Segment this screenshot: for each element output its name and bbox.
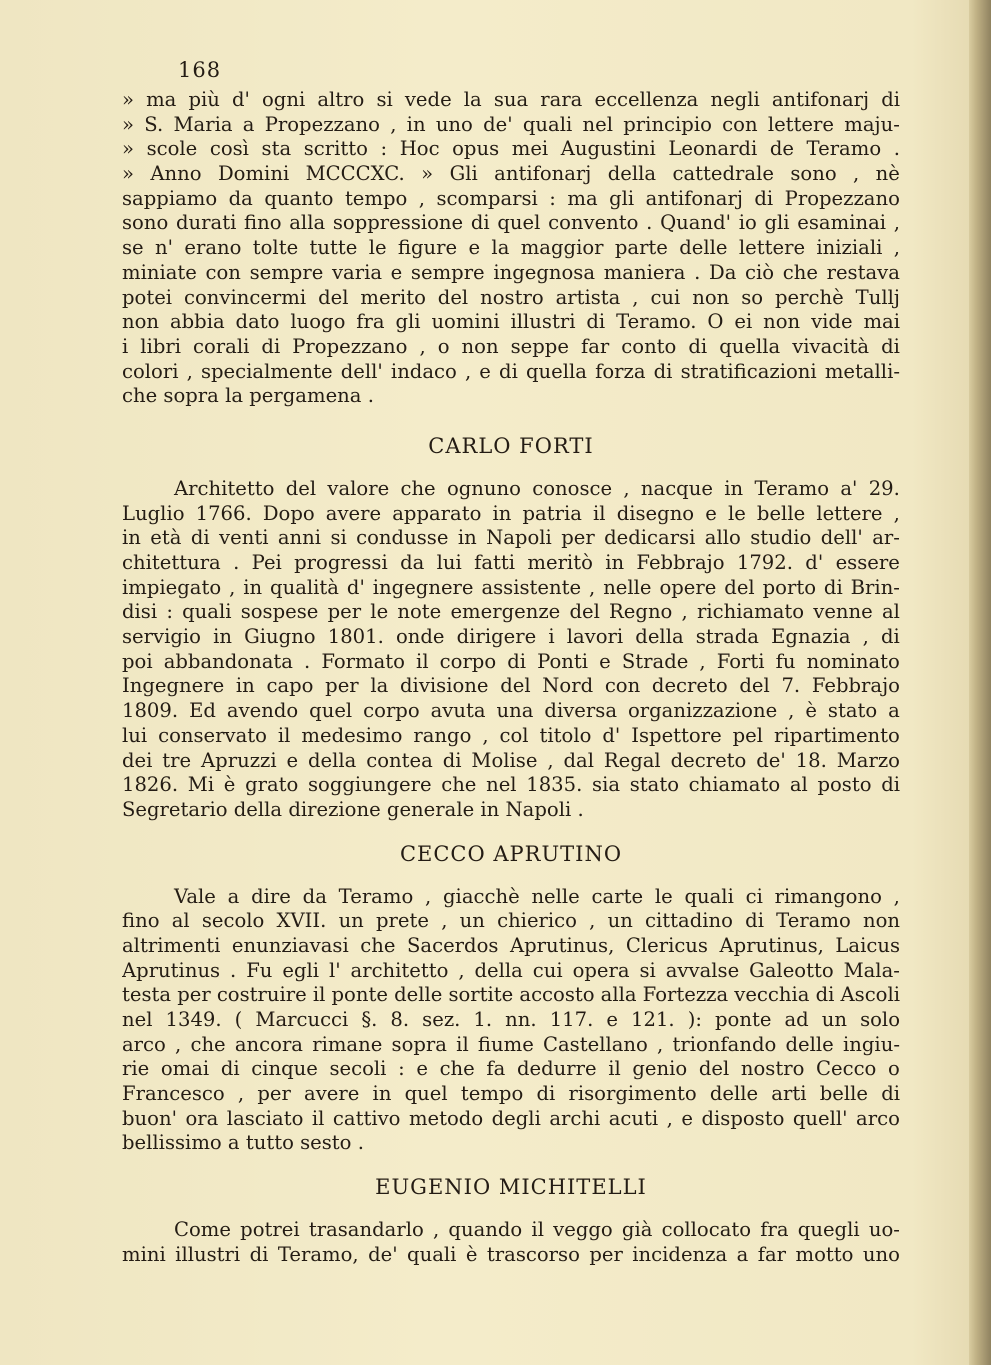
page-number: 168 xyxy=(178,58,222,82)
text-line: » scole così sta scritto : Hoc opus mei Augustini Leonardi de Teramo . xyxy=(122,137,900,161)
text-line: mini illustri di Teramo, de' quali è trascorso per incidenza a far motto uno xyxy=(122,1242,900,1266)
text-line: se n' erano tolte tutte le figure e la maggior parte delle lettere iniziali , xyxy=(122,236,900,260)
text-line: disi : quali sospese per le note emergenze del Regno , richiamato venne al xyxy=(122,600,900,624)
text-line: » ma più d' ogni altro si vede la sua rara eccellenza negli antifonarj di xyxy=(122,88,900,111)
text-line: bellissimo a tutto sesto . xyxy=(122,1131,364,1155)
section-continuation xyxy=(122,88,900,409)
text-line: 1809. Ed avendo quel corpo avuta una diversa organizzazione , è stato a xyxy=(122,699,900,723)
section-heading: CARLO FORTI xyxy=(428,433,594,458)
text-line: miniate con sempre varia e sempre ingegnosa maniera . Da ciò che restava xyxy=(122,260,900,284)
text-line: non abbia dato luogo fra gli uomini illustri di Teramo. O ei non vide mai xyxy=(122,310,900,334)
section-heading: EUGENIO MICHITELLI xyxy=(375,1175,647,1200)
text-line: impiegato , in qualità d' ingegnere assistente , nelle opere del porto di Brin- xyxy=(122,575,900,599)
text-line: colori , specialmente dell' indaco , e di quella forza di stratificazioni metalli- xyxy=(122,359,900,383)
text-line: rie omai di cinque secoli : e che fa dedurre il genio del nostro Cecco o xyxy=(122,1057,900,1081)
text-line: lui conservato il medesimo rango , col titolo d' Ispettore pel ripartimento xyxy=(122,723,900,747)
text-line: » Anno Domini MCCCXC. » Gli antifonarj della cattedrale sono , nè xyxy=(122,162,900,186)
text-line: che sopra la pergamena . xyxy=(122,384,374,408)
text-line: testa per costruire il ponte delle sortite accosto alla Fortezza vecchia di Ascoli xyxy=(122,983,900,1007)
text-line: Vale a dire da Teramo , giacchè nelle carte le quali ci rimangono , xyxy=(174,884,900,908)
text-line: 1826. Mi è grato soggiungere che nel 1835. sia stato chiamato al posto di xyxy=(122,773,900,797)
text-line: sappiamo da quanto tempo , scomparsi : ma gli antifonarj di Propezzano xyxy=(122,186,900,210)
text-line: in età di venti anni si condusse in Napoli per dedicarsi allo studio dell' ar- xyxy=(122,526,900,550)
text-line: Architetto del valore che ognuno conosce , nacque in Teramo a' 29. xyxy=(174,476,900,500)
text-line: Luglio 1766. Dopo avere apparato in patria il disegno e le belle lettere , xyxy=(122,501,900,525)
text-line: buon' ora lasciato il cattivo metodo degli archi acuti , e disposto quell' arco xyxy=(122,1106,900,1130)
section-heading: CECCO APRUTINO xyxy=(399,841,623,866)
text-line: altrimenti enunziavasi che Sacerdos Aprutinus, Clericus Aprutinus, Laicus xyxy=(122,933,900,957)
section-eugenio-michitelli xyxy=(122,1162,900,1267)
section-carlo-forti xyxy=(122,421,900,823)
text-line: Francesco , per avere in quel tempo di risorgimento delle arti belle di xyxy=(122,1082,900,1106)
text-line: nel 1349. ( Marcucci §. 8. sez. 1. nn. 117. e 121. ): ponte ad un solo xyxy=(122,1008,900,1031)
text-line: poi abbandonata . Formato il corpo di Ponti e Strade , Forti fu nominato xyxy=(122,649,900,673)
text-line: » S. Maria a Propezzano , in uno de' quali nel principio con lettere maju- xyxy=(122,112,900,136)
text-line: Come potrei trasandarlo , quando il veggo già collocato fra quegli uo- xyxy=(174,1218,900,1242)
text-line: dei tre Apruzzi e della contea di Molise , dal Regal decreto de' 18. Marzo xyxy=(122,748,900,772)
text-line: Segretario della direzione generale in Napoli . xyxy=(122,797,584,821)
text-line: chitettura . Pei progressi da lui fatti meritò in Febbrajo 1792. d' essere xyxy=(122,551,900,574)
text-line: servigio in Giugno 1801. onde dirigere i lavori della strada Egnazia , di xyxy=(122,625,900,649)
text-line: fino al secolo XVII. un prete , un chierico , un cittadino di Teramo non xyxy=(122,909,900,933)
text-line: sono durati fino alla soppressione di quel convento . Quand' io gli esaminai , xyxy=(122,211,900,235)
text-line: potei convincermi del merito del nostro artista , cui non so perchè Tullj xyxy=(122,285,900,309)
page-text xyxy=(122,88,900,1268)
section-cecco-aprutino xyxy=(122,829,900,1157)
text-line: Aprutinus . Fu egli l' architetto , della cui opera si avvalse Galeotto Mala- xyxy=(122,958,900,982)
book-spine xyxy=(969,0,991,1365)
text-line: Ingegnere in capo per la divisione del Nord con decreto del 7. Febbrajo xyxy=(122,674,900,698)
text-line: arco , che ancora rimane sopra il fiume Castellano , trionfando delle ingiu- xyxy=(122,1032,900,1056)
text-line: i libri corali di Propezzano , o non seppe far conto di quella vivacità di xyxy=(122,334,900,358)
